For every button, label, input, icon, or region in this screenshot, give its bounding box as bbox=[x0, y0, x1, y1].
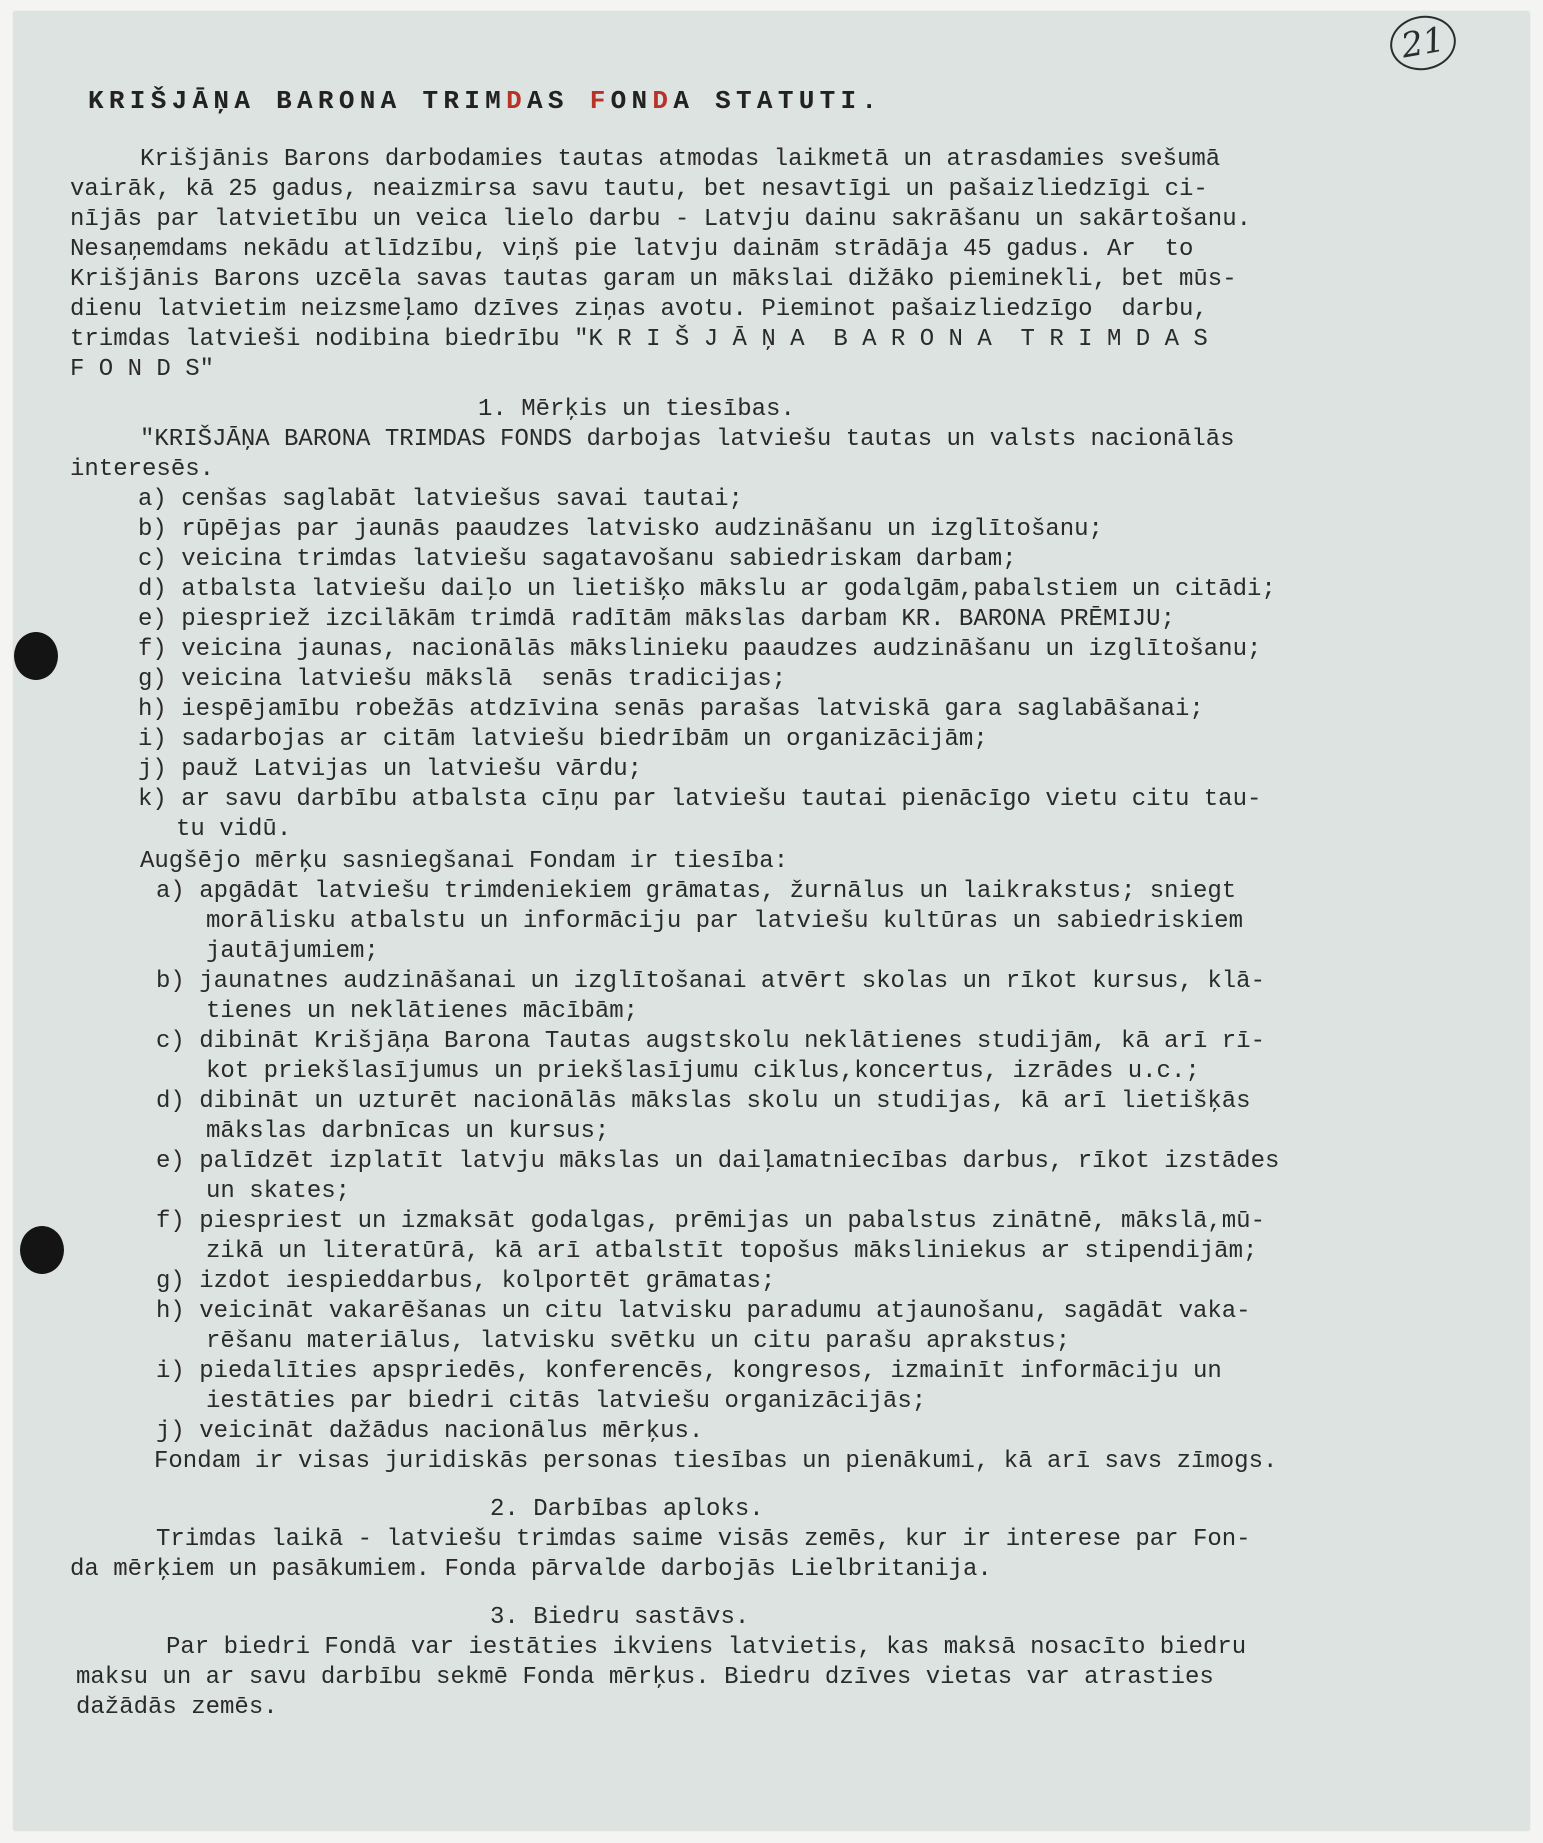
list-item: c) dibināt Krišjāņa Barona Tautas augstskolu neklātienes studijām, kā arī rī- bbox=[156, 1028, 1265, 1055]
body-line: dažādās zemēs. bbox=[76, 1694, 278, 1721]
list-item: b) rūpējas par jaunās paaudzes latvisko audzināšanu un izglītošanu; bbox=[138, 516, 1103, 543]
list-item: g) izdot iespieddarbus, kolportēt grāmatas; bbox=[156, 1268, 776, 1295]
section-heading: 2. Darbības aploks. bbox=[490, 1496, 764, 1523]
body-line: trimdas latvieši nodibina biedrību "K R I Š J Ā Ņ A B A R O N A T R I M D A S bbox=[70, 326, 1208, 353]
list-item: iestāties par biedri citās latviešu organizācijās; bbox=[206, 1388, 927, 1415]
list-item: d) dibināt un uzturēt nacionālās mākslas skolu un studijas, kā arī lietišķās bbox=[156, 1088, 1251, 1115]
body-line: Nesaņemdams nekādu atlīdzību, viņš pie latvju dainām strādāja 45 gadus. Ar to bbox=[70, 236, 1194, 263]
body-line: interesēs. bbox=[70, 456, 215, 483]
list-item: c) veicina trimdas latviešu sagatavošanu sabiedriskam darbam; bbox=[138, 546, 1017, 573]
list-item: tu vidū. bbox=[176, 816, 292, 843]
body-line: Par biedri Fondā var iestāties ikviens latvietis, kas maksā nosacīto biedru bbox=[166, 1634, 1247, 1661]
list-item: i) sadarbojas ar citām latviešu biedrībām un organizācijām; bbox=[138, 726, 988, 753]
section-heading: 1. Mērķis un tiesības. bbox=[478, 396, 795, 423]
list-item: rēšanu materiālus, latvisku svētku un citu parašu aprakstus; bbox=[206, 1328, 1071, 1355]
list-item: b) jaunatnes audzināšanai un izglītošanai atvērt skolas un rīkot kursus, klā- bbox=[156, 968, 1265, 995]
list-item: g) veicina latviešu mākslā senās tradicijas; bbox=[138, 666, 787, 693]
body-line: maksu un ar savu darbību sekmē Fonda mērķus. Biedru dzīves vietas var atrasties bbox=[76, 1664, 1214, 1691]
list-item: f) piespriest un izmaksāt godalgas, prēmijas un pabalstus zinātnē, mākslā,mū- bbox=[156, 1208, 1265, 1235]
body-line: Augšējo mērķu sasniegšanai Fondam ir tiesība: bbox=[140, 848, 789, 875]
list-item: morālisku atbalstu un informāciju par latviešu kultūras un sabiedriskiem bbox=[206, 908, 1243, 935]
punch-hole bbox=[14, 632, 58, 680]
section-heading: 3. Biedru sastāvs. bbox=[490, 1604, 750, 1631]
body-line: nījās par latvietību un veica lielo darbu - Latvju dainu sakrāšanu un sakārtošanu. bbox=[70, 206, 1251, 233]
list-item: j) pauž Latvijas un latviešu vārdu; bbox=[138, 756, 643, 783]
list-item: e) piespriež izcilākām trimdā radītām mākslas darbam KR. BARONA PRĒMIJU; bbox=[138, 606, 1175, 633]
list-item: f) veicina jaunas, nacionālās mākslinieku paaudzes audzināšanu un izglītošanu; bbox=[138, 636, 1262, 663]
list-item: mākslas darbnīcas un kursus; bbox=[206, 1118, 610, 1145]
document-title: KRIŠJĀŅA BARONA TRIMDAS FONDA STATUTI. bbox=[88, 86, 883, 116]
list-item: a) apgādāt latviešu trimdeniekiem grāmatas, žurnālus un laikrakstus; sniegt bbox=[156, 878, 1237, 905]
list-item: e) palīdzēt izplatīt latvju mākslas un daiļamatniecības darbus, rīkot izstādes bbox=[156, 1148, 1280, 1175]
list-item: k) ar savu darbību atbalsta cīņu par latviešu tautai pienācīgo vietu citu tau- bbox=[138, 786, 1262, 813]
list-item: j) veicināt dažādus nacionālus mērķus. bbox=[156, 1418, 704, 1445]
list-item: a) cenšas saglabāt latviešus savai tautai; bbox=[138, 486, 743, 513]
body-line: da mērķiem un pasākumiem. Fonda pārvalde darbojās Lielbritanija. bbox=[70, 1556, 992, 1583]
list-item: un skates; bbox=[206, 1178, 351, 1205]
body-line: F O N D S" bbox=[70, 356, 215, 383]
punch-hole bbox=[20, 1226, 64, 1274]
body-line: Trimdas laikā - latviešu trimdas saime visās zemēs, kur ir interese par Fon- bbox=[156, 1526, 1251, 1553]
body-line: Krišjānis Barons darbodamies tautas atmodas laikmetā un atrasdamies svešumā bbox=[140, 146, 1221, 173]
body-line: dienu latvietim neizsmeļamo dzīves ziņas avotu. Pieminot pašaizliedzīgo darbu, bbox=[70, 296, 1208, 323]
list-item: i) piedalīties apspriedēs, konferencēs, kongresos, izmainīt informāciju un bbox=[156, 1358, 1222, 1385]
body-line: Krišjānis Barons uzcēla savas tautas garam un mākslai dižāko pieminekli, bet mūs- bbox=[70, 266, 1237, 293]
body-line: vairāk, kā 25 gadus, neaizmirsa savu tautu, bet nesavtīgi un pašaizliedzīgi ci- bbox=[70, 176, 1208, 203]
list-item: h) veicināt vakarēšanas un citu latvisku paradumu atjaunošanu, sagādāt vaka- bbox=[156, 1298, 1251, 1325]
list-item: tienes un neklātienes mācībām; bbox=[206, 998, 639, 1025]
body-line: Fondam ir visas juridiskās personas tiesības un pienākumi, kā arī savs zīmogs. bbox=[154, 1448, 1278, 1475]
list-item: zikā un literatūrā, kā arī atbalstīt topošus māksliniekus ar stipendijām; bbox=[206, 1238, 1258, 1265]
list-item: d) atbalsta latviešu daiļo un lietišķo mākslu ar godalgām,pabalstiem un citādi; bbox=[138, 576, 1276, 603]
page-number: 21 bbox=[1386, 11, 1460, 76]
list-item: jautājumiem; bbox=[206, 938, 379, 965]
body-line: "KRIŠJĀŅA BARONA TRIMDAS FONDS darbojas latviešu tautas un valsts nacionālās bbox=[140, 426, 1235, 453]
list-item: h) iespējamību robežās atdzīvina senās parašas latviskā gara saglabāšanai; bbox=[138, 696, 1204, 723]
list-item: kot priekšlasījumus un priekšlasījumu ciklus,koncertus, izrādes u.c.; bbox=[206, 1058, 1200, 1085]
